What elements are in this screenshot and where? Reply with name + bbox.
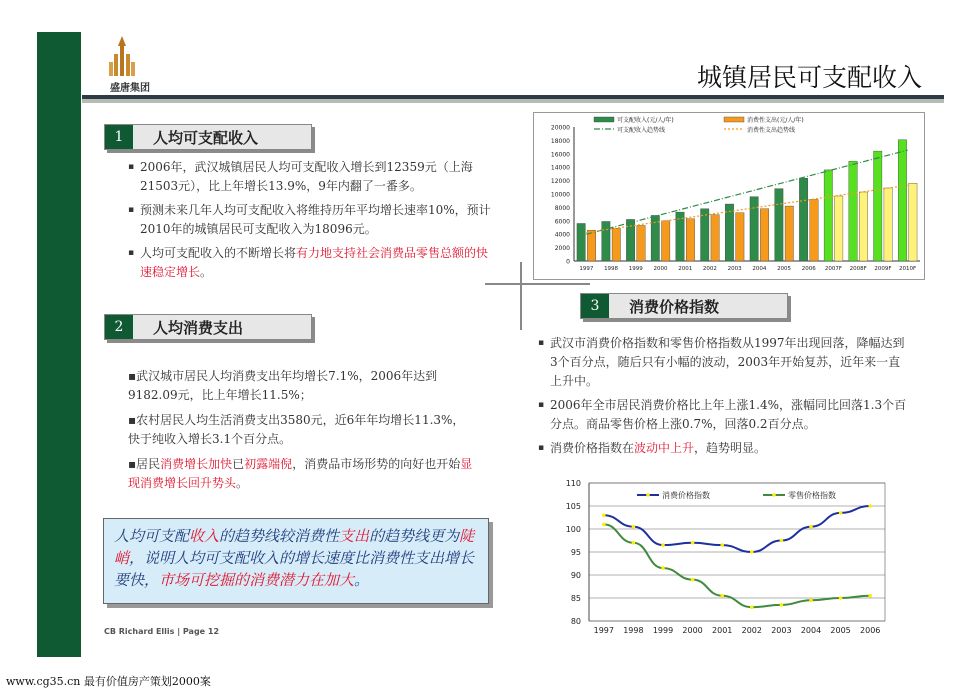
x-tick-label: 1999 (628, 266, 643, 272)
x-tick-label: 2001 (678, 266, 693, 272)
x-tick-label: 1997 (593, 626, 614, 635)
legend-marker (772, 493, 776, 497)
x-tick-label: 2004 (752, 266, 767, 272)
legend-label: 消费性支出(元/人/年) (747, 117, 804, 124)
data-point (868, 504, 872, 508)
income-bar (725, 204, 733, 261)
x-tick-label: 2006 (801, 266, 816, 272)
income-expense-chart (533, 112, 925, 280)
source-url: www.cg35.cn 最有价值房产策划2000案 (6, 675, 211, 688)
y-tick-label: 85 (570, 594, 581, 603)
section-2-header (104, 314, 312, 340)
y-tick-label: 95 (570, 548, 581, 557)
income-bar (898, 140, 906, 261)
income-bar (874, 151, 882, 261)
section-number: 1 (105, 125, 133, 149)
legend-label: 消费性支出趋势线 (747, 127, 796, 134)
income-bar (775, 189, 783, 261)
section-title: 人均可支配收入 (133, 125, 311, 149)
data-point (691, 578, 695, 582)
summary-callout: 人均可支配收入的趋势线较消费性支出的趋势线更为陡峭，说明人均可支配收入的增长速度比消费性支出增长要快，市场可挖掘的消费潜力在加大。 (103, 518, 489, 604)
section-number: 2 (105, 315, 133, 339)
x-tick-label: 2002 (702, 266, 717, 272)
y-tick-label: 14000 (550, 164, 570, 172)
x-tick-label: 2004 (800, 626, 822, 635)
legend-swatch (724, 117, 744, 122)
expense-bar (859, 192, 867, 261)
y-tick-label: 18000 (550, 137, 570, 145)
list-item: ▪ 人均可支配收入的不断增长将有力地支持社会消费品零售总额的快速稳定增长。 (128, 244, 498, 282)
page-title: 城镇居民可支配收入 (696, 63, 922, 92)
income-bar (849, 161, 857, 261)
expense-bar (612, 228, 620, 261)
y-tick-label: 6000 (554, 218, 570, 226)
list-item: ▪ 武汉市消费价格指数和零售价格指数从1997年出现回落，降幅达到3个百分点，随后只有小幅的波动，2003年开始复苏，近年来一直上升中。 (538, 334, 908, 391)
data-point (661, 566, 665, 570)
data-point (720, 543, 724, 547)
data-point (720, 594, 724, 598)
income-bar (676, 212, 684, 261)
expense-bar (810, 199, 818, 261)
x-tick-label: 2007F (824, 266, 843, 272)
data-point (750, 605, 754, 609)
footer-credit: CB Richard Ellis | Page 12 (104, 627, 220, 636)
income-bar (799, 178, 807, 261)
y-tick-label: 2000 (554, 245, 570, 253)
divider-horizontal (485, 283, 590, 285)
price-index-chart (545, 475, 890, 640)
header-rule-shadow (82, 99, 944, 103)
logo-text: 盛唐集团 (110, 83, 150, 94)
legend-label: 可支配收入(元/人/年) (617, 117, 674, 124)
x-tick-label: 1998 (604, 266, 619, 272)
x-tick-label: 2000 (682, 626, 703, 635)
x-tick-label: 2005 (777, 266, 792, 272)
legend-label: 消费价格指数 (662, 491, 710, 500)
y-tick-label: 90 (570, 571, 581, 580)
legend-label: 零售价格指数 (788, 491, 836, 500)
legend-marker (646, 493, 650, 497)
list-item: ▪武汉城市居民人均消费支出年均增长7.1%，2006年达到9182.09元，比上年增长11.5%； (128, 369, 438, 402)
expense-bar (662, 221, 670, 261)
expense-bar (884, 188, 892, 261)
data-point (602, 513, 606, 517)
list-item: ▪ 消费价格指数在波动中上升，趋势明显。 (538, 439, 908, 458)
expense-bar (909, 183, 917, 261)
expense-bar (587, 230, 595, 261)
income-bar (602, 221, 610, 261)
x-tick-label: 2000 (653, 266, 668, 272)
x-tick-label: 1998 (623, 626, 644, 635)
income-bar (577, 223, 585, 261)
x-tick-label: 1999 (652, 626, 674, 635)
section-1-list (128, 158, 498, 287)
data-point (780, 539, 784, 543)
y-tick-label: 12000 (550, 178, 570, 186)
x-tick-label: 2003 (771, 626, 792, 635)
data-point (632, 525, 636, 529)
highlight-text: 波动中上升 (634, 441, 695, 455)
x-tick-label: 2001 (712, 626, 733, 635)
data-point (750, 550, 754, 554)
expense-bar (760, 209, 768, 261)
x-tick-label: 2010F (899, 266, 917, 272)
x-tick-label: 2008F (849, 266, 867, 272)
section-3-header (580, 293, 788, 319)
x-tick-label: 2003 (727, 266, 742, 272)
x-tick-label: 2002 (741, 626, 762, 635)
expense-bar (835, 196, 843, 261)
y-tick-label: 100 (565, 525, 581, 534)
section-number: 3 (581, 294, 609, 318)
data-point (868, 594, 872, 598)
income-bar (750, 197, 758, 261)
y-tick-label: 0 (566, 258, 570, 266)
expense-bar (736, 213, 744, 261)
list-item: ▪居民消费增长加快已初露端倪，消费品市场形势的向好也开始显现消费增长回升势头。 (128, 457, 473, 490)
y-tick-label: 20000 (550, 124, 570, 132)
legend-swatch (594, 117, 614, 122)
data-point (661, 543, 665, 547)
list-item: ▪农村居民人均生活消费支出3580元，近6年年均增长11.3%，快于纯收入增长3.1个百分点。 (128, 413, 465, 446)
y-tick-label: 4000 (554, 231, 570, 239)
section-3-list (538, 334, 908, 463)
x-tick-label: 2009F (874, 266, 892, 272)
data-point (602, 523, 606, 527)
expense-bar (711, 215, 719, 261)
list-item: ▪ 预测未来几年人均可支配收入将维持历年平均增长速率10%，预计2010年的城镇居民可支配收入为18096元。 (128, 201, 498, 239)
divider-vertical (520, 262, 522, 330)
data-point (839, 511, 843, 515)
section-1-header (104, 124, 312, 150)
data-point (691, 541, 695, 545)
expense-bar (637, 225, 645, 261)
y-tick-label: 80 (570, 617, 581, 626)
y-tick-label: 8000 (554, 204, 570, 212)
rpi-line (604, 524, 870, 607)
section-title: 消费价格指数 (609, 294, 787, 318)
section-2-list (128, 367, 473, 499)
left-green-band (37, 32, 81, 657)
data-point (809, 525, 813, 529)
x-tick-label: 2006 (860, 626, 881, 635)
highlight-text: 有力地支持社会消费品零售总额的快速稳定增长 (140, 246, 489, 279)
x-tick-label: 2005 (830, 626, 851, 635)
data-point (780, 603, 784, 607)
y-tick-label: 10000 (550, 191, 570, 199)
legend-label: 可支配收入趋势线 (617, 127, 666, 134)
data-point (809, 599, 813, 603)
list-item: ▪ 2006年全市居民消费价格比上年上涨1.4%，涨幅同比回落1.3个百分点。商品零售价格上涨0.7%，回落0.2百分点。 (538, 396, 908, 434)
y-tick-label: 110 (565, 479, 581, 488)
expense-bar (785, 206, 793, 261)
x-tick-label: 1997 (579, 266, 594, 272)
income-bar (824, 170, 832, 261)
list-item: ▪ 2006年，武汉城镇居民人均可支配收入增长到12359元（上海21503元），比上年增长13.9%，9年内翻了一番多。 (128, 158, 498, 196)
line-chart-svg (545, 475, 890, 640)
y-tick-label: 105 (565, 502, 581, 511)
section-title: 人均消费支出 (133, 315, 311, 339)
data-point (632, 541, 636, 545)
bar-chart-svg (534, 113, 924, 279)
expense-bar (686, 219, 694, 261)
data-point (839, 596, 843, 600)
income-bar (701, 209, 709, 261)
y-tick-label: 16000 (550, 151, 570, 159)
